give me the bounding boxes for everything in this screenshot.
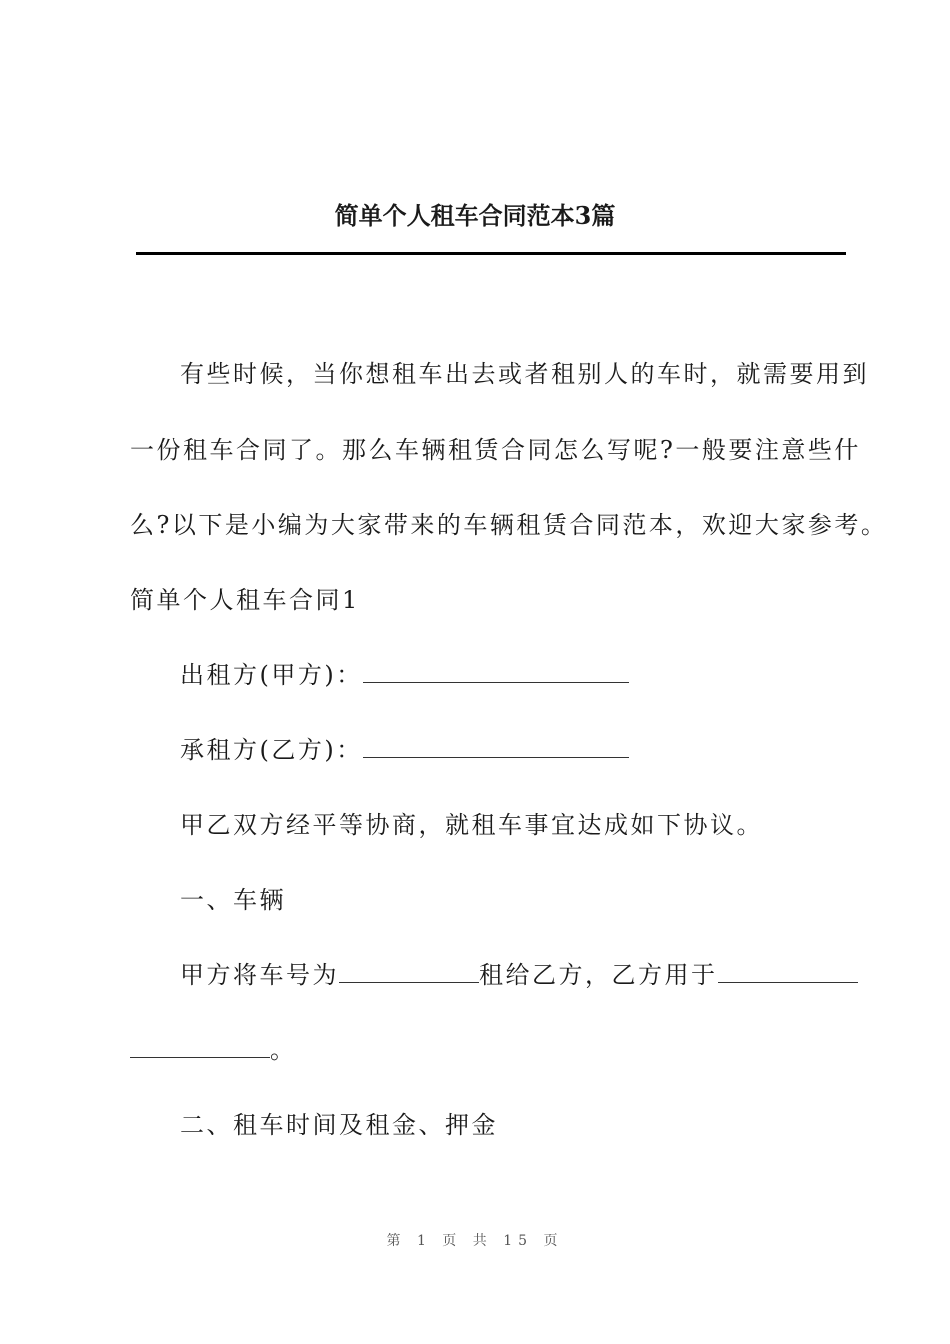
page-number-footer: 第 1 页 共 15 页 xyxy=(386,1233,564,1249)
vehicle-purpose-blank xyxy=(718,960,858,983)
lessee-line xyxy=(180,730,629,765)
document-title: 简单个人租车合同范本3篇 xyxy=(334,201,616,230)
vehicle-purpose-blank-continued xyxy=(130,1035,270,1058)
intro-line-3: 么?以下是小编为大家带来的车辆租赁合同范本，欢迎大家参考。 xyxy=(130,511,888,539)
title-underline xyxy=(136,252,846,255)
lessee-label: 承租方(乙方)： xyxy=(180,736,363,764)
intro-line-1: 有些时候，当你想租车出去或者租别人的车时，就需要用到 xyxy=(180,360,869,388)
vehicle-text-1: 甲方将车号为 xyxy=(180,961,339,989)
lessor-line xyxy=(180,655,629,690)
agreement-line: 甲乙双方经平等协商，就租车事宜达成如下协议。 xyxy=(180,811,763,839)
vehicle-number-blank xyxy=(339,960,479,983)
contract-heading: 简单个人租车合同1 xyxy=(130,586,360,614)
lessor-label: 出租方(甲方)： xyxy=(180,661,363,689)
intro-line-2: 一份租车合同了。那么车辆租赁合同怎么写呢?一般要注意些什 xyxy=(130,436,861,464)
vehicle-line-continued xyxy=(130,1030,297,1065)
vehicle-line-end: 。 xyxy=(270,1036,297,1064)
section-1-heading: 一、车辆 xyxy=(180,886,286,914)
section-2-heading: 二、租车时间及租金、押金 xyxy=(180,1111,498,1139)
vehicle-line xyxy=(180,955,858,990)
lessee-blank xyxy=(363,735,629,758)
vehicle-text-2: 租给乙方，乙方用于 xyxy=(479,961,718,989)
lessor-blank xyxy=(363,660,629,683)
